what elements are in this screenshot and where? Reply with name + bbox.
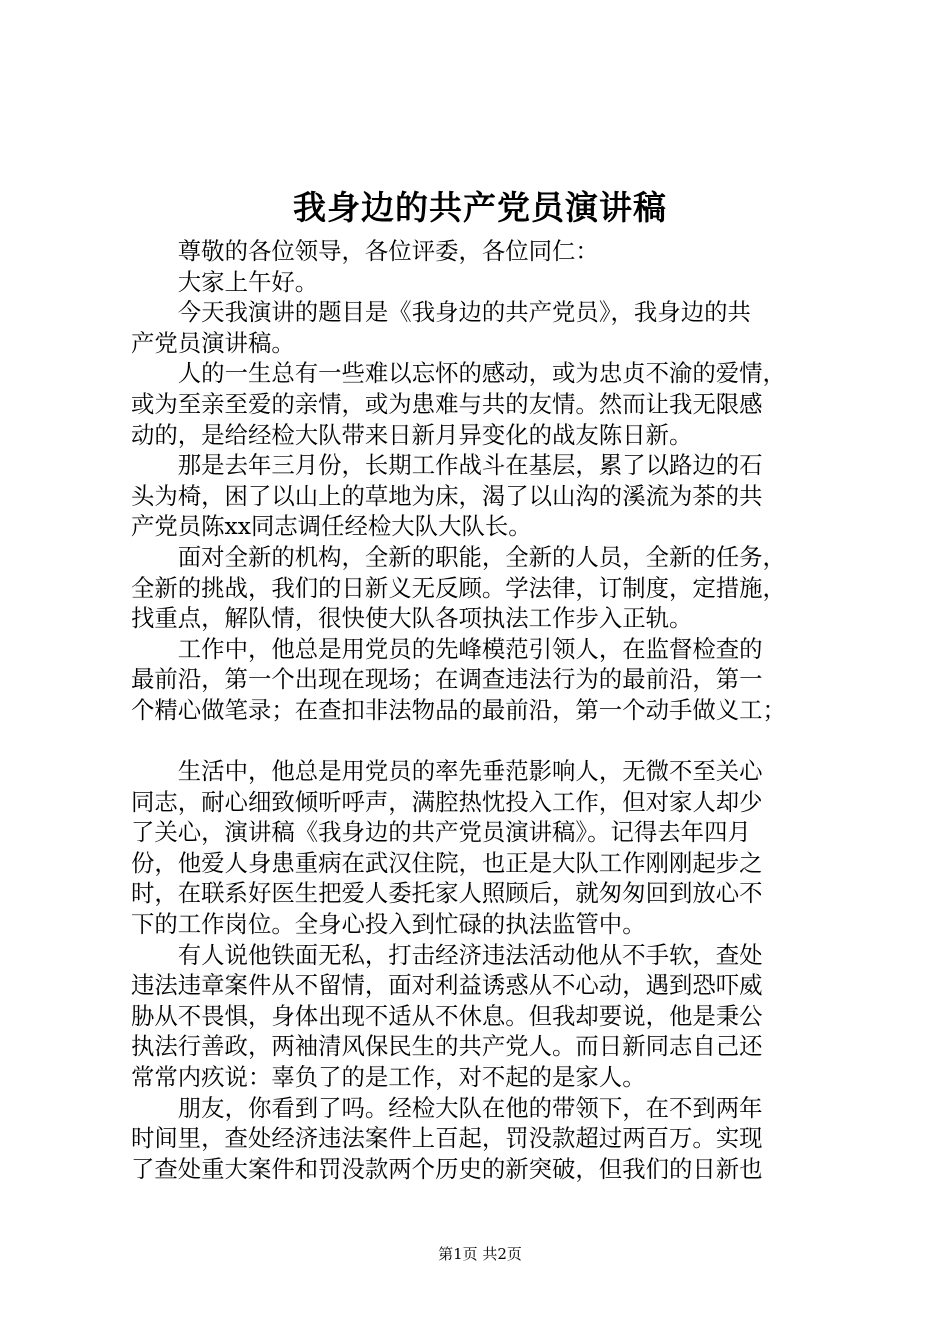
paragraph-at-work: 工作中，他总是用党员的先峰模范引领人，在监督检查的 最前沿，第一个出现在现场；在调查违法行为的最前沿，第一 个精心做笔录；在查扣非法物品的最前沿，第一个动手做义工；	[131, 634, 786, 724]
document-body	[131, 236, 831, 1184]
paragraph-in-life: 生活中，他总是用党员的率先垂范影响人，无微不至关心 同志，耐心细致倾听呼声，满腔热忱投入工作，但对家人却少 了关心，演讲稿《我身边的共产党员演讲稿》。记得去年四月 份，他爱人身患重病在武汉住院，也正是大队工作刚刚起步之 时，在联系好医生把爱人委托家人照顾后，就匆匆回到放心不 下的工作岗位。全身心投入到忙碌的执法监管中。	[131, 757, 763, 939]
page-number-footer: 第1页 共2页	[438, 1245, 522, 1263]
paragraph-touching-moments: 人的一生总有一些难以忘怀的感动，或为忠贞不渝的爱情， 或为至亲至爱的亲情，或为患难与共的友情。然而让我无限感 动的，是给经检大队带来日新月异变化的战友陈日新。	[131, 359, 786, 449]
paragraph-spacer	[131, 726, 831, 757]
paragraph-new-institution: 面对全新的机构，全新的职能，全新的人员，全新的任务， 全新的挑战，我们的日新义无反顾。学法律，订制度，定措施， 找重点，解队情，很快使大队各项执法工作步入正轨。	[131, 542, 786, 633]
paragraph-greeting: 大家上午好。	[177, 267, 319, 296]
paragraph-salutation: 尊敬的各位领导，各位评委，各位同仁：	[177, 237, 599, 265]
paragraph-achievements: 朋友，你看到了吗。经检大队在他的带领下，在不到两年 时间里，查处经济违法案件上百起，罚没款超过两百万。实现 了查处重大案件和罚没款两个历史的新突破，但我们的日新也	[131, 1093, 763, 1183]
paragraph-last-march: 那是去年三月份，长期工作战斗在基层，累了以路边的石 头为椅，困了以山上的草地为床，渴了以山沟的溪流为茶的共 产党员陈xx同志调任经检大队大队长。	[131, 451, 763, 541]
paragraph-impartial: 有人说他铁面无私，打击经济违法活动他从不手软，查处 违法违章案件从不留情，面对利益诱惑从不心动，遇到恐吓威 胁从不畏惧，身体出现不适从不休息。但我却要说，他是秉公 执法行善政，两袖清风保民生的共产党人。而日新同志自己还 常常内疚说：辜负了的是工作，对不起的是家人。	[131, 940, 763, 1092]
paragraph-topic: 今天我演讲的题目是《我身边的共产党员》，我身边的共 产党员演讲稿。	[131, 298, 751, 357]
document-title: 我身边的共产党员演讲稿	[293, 188, 667, 227]
